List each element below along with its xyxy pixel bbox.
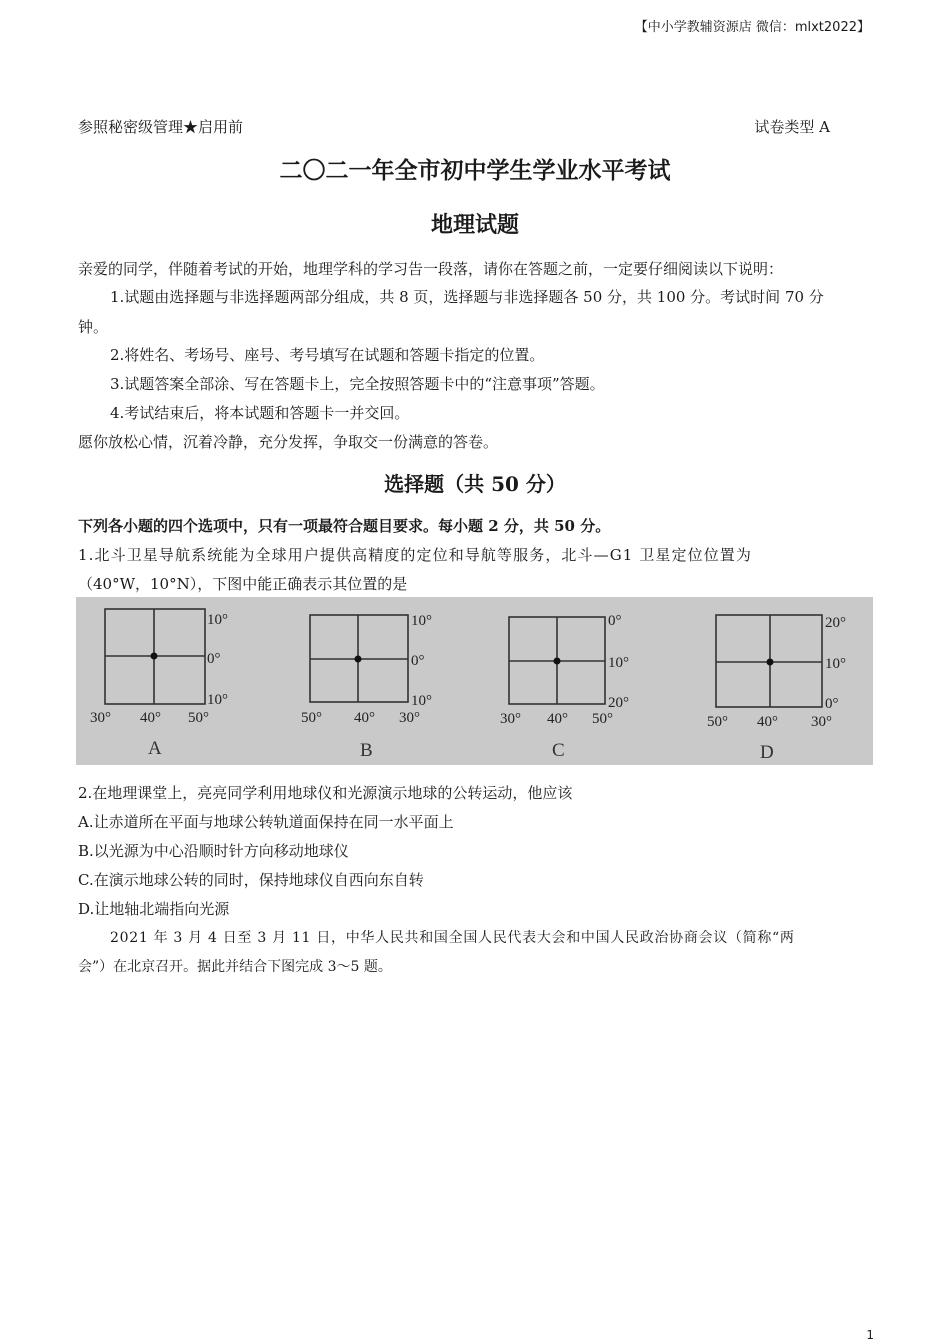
lat-label: 10°: [825, 656, 846, 672]
lat-label: 10°: [207, 612, 228, 628]
lon-label: 40°: [547, 711, 568, 727]
paper-type: 试卷类型 A: [754, 118, 830, 136]
option-letter: A: [148, 738, 162, 759]
lon-label: 50°: [301, 710, 322, 726]
lon-label: 30°: [500, 711, 521, 727]
option-a-grid: [90, 609, 228, 759]
lat-label: 0°: [825, 696, 839, 712]
lat-label: 0°: [608, 613, 622, 629]
position-point: [767, 659, 774, 666]
note-3: 3.试题答案全部涂、写在答题卡上，完全按照答题卡中的“注意事项”答题。: [110, 375, 605, 393]
lon-label: 50°: [707, 714, 728, 730]
option-letter: C: [552, 740, 565, 761]
confidential-label: 参照秘密级管理★启用前: [78, 118, 244, 136]
note-1: 1.试题由选择题与非选择题两部分组成，共 8 页，选择题与非选择题各 50 分，共 100 分。考试时间 70 分: [110, 288, 824, 306]
question-1-line-2: （40°W，10°N），下图中能正确表示其位置的是: [78, 575, 408, 593]
note-1-continued: 钟。: [78, 318, 109, 336]
coordinate-options-figure: [76, 597, 873, 765]
lat-label: 10°: [608, 655, 629, 671]
exam-subtitle: 地理试题: [430, 212, 519, 238]
option-b-grid: [301, 613, 432, 761]
option-letter: D: [760, 742, 774, 763]
lon-label: 40°: [140, 710, 161, 726]
lat-label: 20°: [825, 615, 846, 631]
lon-label: 30°: [399, 710, 420, 726]
passage-line-1: 2021 年 3 月 4 日至 3 月 11 日，中华人民共和国全国人民代表大会和中国人民政治协商会议（简称“两: [110, 930, 795, 946]
lon-label: 50°: [188, 710, 209, 726]
lon-label: 40°: [354, 710, 375, 726]
passage-line-2: 会”）在北京召开。据此并结合下图完成 3～5 题。: [78, 959, 392, 975]
lon-label: 30°: [811, 714, 832, 730]
question-2-choice-d: D.让地轴北端指向光源: [78, 900, 230, 918]
lon-label: 30°: [90, 710, 111, 726]
question-2-choice-a: A.让赤道所在平面与地球公转轨道面保持在同一水平面上: [78, 813, 454, 831]
option-c-grid: [500, 613, 629, 761]
exam-title: 二〇二一年全市初中学生学业水平考试: [279, 157, 671, 184]
lat-label: 0°: [207, 651, 221, 667]
question-2-stem: 2.在地理课堂上，亮亮同学利用地球仪和光源演示地球的公转运动，他应该: [78, 784, 573, 802]
position-point: [151, 653, 158, 660]
position-point: [554, 658, 561, 665]
lon-label: 40°: [757, 714, 778, 730]
page-number: 1: [866, 1328, 874, 1342]
header-note: 【中小学教辅资源店 微信：mlxt2022】: [634, 20, 870, 35]
option-d-grid: [707, 615, 846, 763]
question-2-choice-c: C.在演示地球公转的同时，保持地球仪自西向东自转: [78, 871, 424, 889]
question-2-choice-b: B.以光源为中心沿顺时针方向移动地球仪: [78, 842, 349, 860]
lat-label: 10°: [207, 692, 228, 708]
coordinate-grids-svg: [76, 597, 873, 765]
lat-label: 20°: [608, 695, 629, 711]
lon-label: 50°: [592, 711, 613, 727]
section-title: 选择题（共 50 分）: [384, 472, 566, 496]
option-letter: B: [360, 740, 373, 761]
note-4: 4.考试结束后，将本试题和答题卡一并交回。: [110, 404, 410, 422]
question-1-line-1: 1.北斗卫星导航系统能为全球用户提供高精度的定位和导航等服务，北斗—G1 卫星定位位置为: [78, 546, 753, 564]
position-point: [355, 656, 362, 663]
lat-label: 10°: [411, 693, 432, 709]
lat-label: 10°: [411, 613, 432, 629]
intro-text: 亲爱的同学，伴随着考试的开始，地理学科的学习告一段落，请你在答题之前，一定要仔细阅读以下说明：: [78, 260, 784, 278]
section-instruction: 下列各小题的四个选项中，只有一项最符合题目要求。每小题 2 分，共 50 分。: [78, 517, 611, 535]
lat-label: 0°: [411, 653, 425, 669]
note-2: 2.将姓名、考场号、座号、考号填写在试题和答题卡指定的位置。: [110, 346, 545, 364]
closing-text: 愿你放松心情，沉着冷静，充分发挥，争取交一份满意的答卷。: [78, 433, 499, 451]
